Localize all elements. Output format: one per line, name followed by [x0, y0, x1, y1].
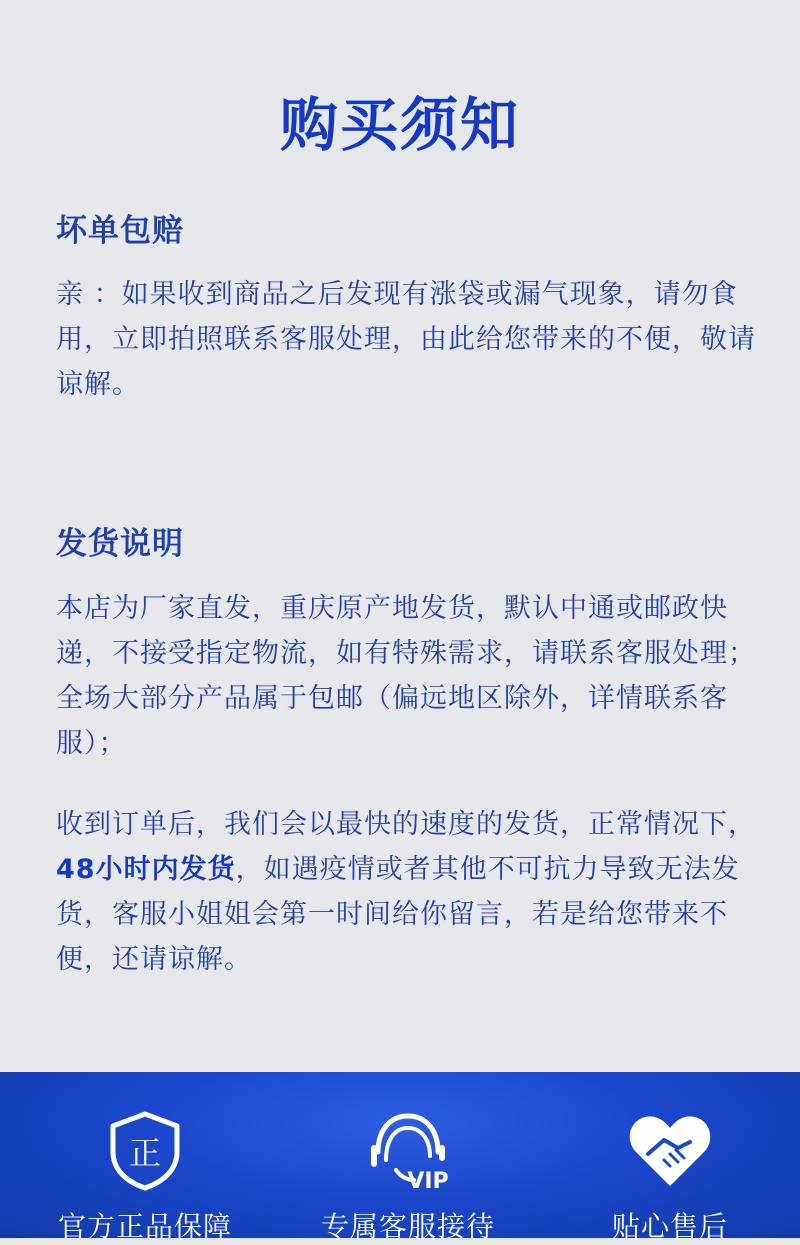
section-heading-shipping-info: 发货说明: [56, 526, 184, 562]
heart-handshake-icon: [624, 1108, 716, 1192]
shipping-time-highlight: 48小时内发货: [56, 854, 236, 885]
feature-authentic-guarantee: [15, 1072, 275, 1243]
shield-icon-text: 正: [128, 1134, 162, 1172]
feature-label-vip: 专属客服接待: [320, 1210, 495, 1243]
page-title: 购买须知: [279, 91, 520, 159]
shipping-time-text-before: 收到订单后，我们会以最快的速度的发货，正常情况下，: [56, 809, 756, 840]
shield-authentic-icon: [103, 1108, 187, 1192]
footer-banner: [0, 1072, 800, 1243]
feature-label-after-sales: 贴心售后: [611, 1210, 728, 1243]
section-heading-damage-compensation: 坏单包赔: [56, 213, 184, 249]
vip-headset-icon: [356, 1108, 460, 1192]
section-paragraph-damage-compensation: 亲 ：如果收到商品之后发现有涨袋或漏气现象，请勿食用，立即拍照联系客服处理，由此给您带来的不便，敬请谅解。: [56, 279, 756, 400]
vip-icon-text: VIP: [407, 1169, 449, 1192]
shipping-time-text-after: ，如遇疫情或者其他不可抗力导致无法发货，客服小姐姐会第一时间给你留言，若是给您带来不便，还请谅解。: [56, 854, 740, 975]
feature-after-sales: [540, 1072, 800, 1243]
feature-label-authentic: 官方正品保障: [57, 1210, 232, 1243]
section-paragraph-shipping-policy: 本店为厂家直发，重庆原产地发货，默认中通或邮政快递，不接受指定物流，如有特殊需求，请联系客服处理；全场大部分产品属于包邮（偏远地区除外，详情联系客服）；: [56, 593, 756, 759]
section-paragraph-shipping-time: [56, 802, 756, 982]
feature-vip-service: [278, 1072, 538, 1243]
